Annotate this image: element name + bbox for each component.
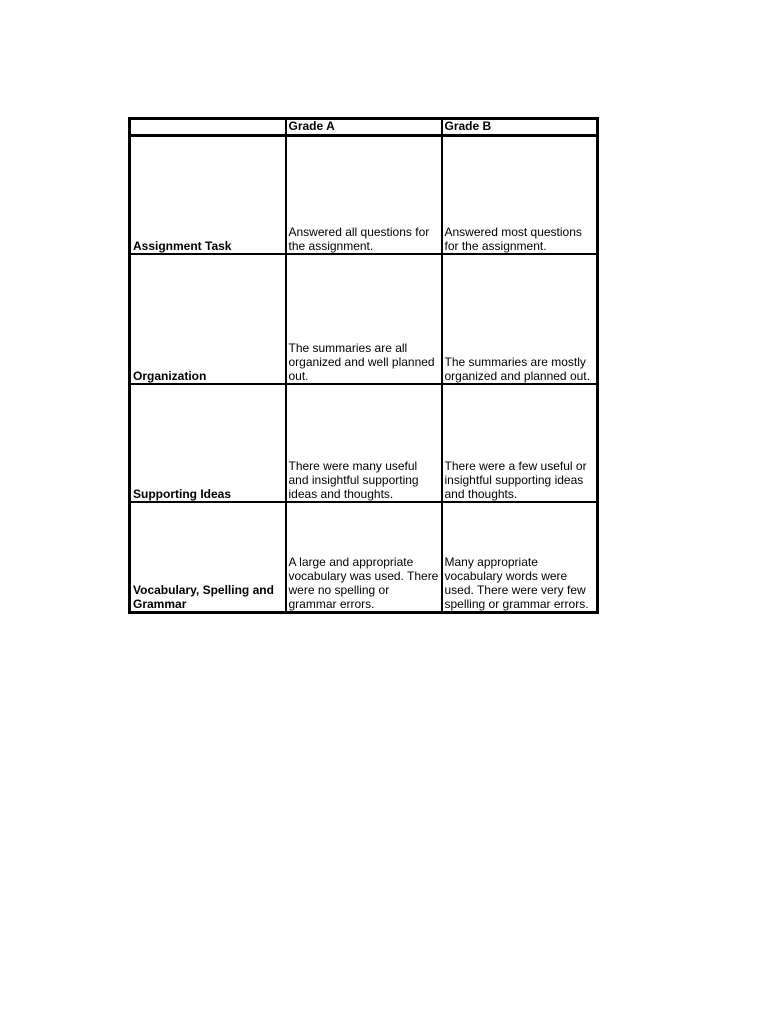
table-row (130, 502, 598, 613)
header-blank-cell (130, 119, 286, 136)
criterion-assignment-task: Assignment Task (130, 136, 286, 255)
grade-a-cell: The summaries are all organized and well planned out. (286, 254, 442, 384)
criterion-supporting-ideas: Supporting Ideas (130, 384, 286, 502)
grade-b-cell: Many appropriate vocabulary words were used. There were very few spelling or grammar errors. (442, 502, 598, 613)
grade-b-cell: Answered most questions for the assignment. (442, 136, 598, 255)
criterion-organization: Organization (130, 254, 286, 384)
grade-b-cell: There were a few useful or insightful supporting ideas and thoughts. (442, 384, 598, 502)
criterion-vocabulary-spelling-grammar: Vocabulary, Spelling and Grammar (130, 502, 286, 613)
grade-a-cell: Answered all questions for the assignment. (286, 136, 442, 255)
grade-b-cell: The summaries are mostly organized and planned out. (442, 254, 598, 384)
table-row (130, 254, 598, 384)
header-row (130, 119, 598, 136)
grade-a-cell: A large and appropriate vocabulary was used. There were no spelling or grammar errors. (286, 502, 442, 613)
rubric-table (128, 117, 599, 614)
header-grade-a: Grade A (286, 119, 442, 136)
table-row (130, 384, 598, 502)
header-grade-b: Grade B (442, 119, 598, 136)
table-row (130, 136, 598, 255)
grade-a-cell: There were many useful and insightful supporting ideas and thoughts. (286, 384, 442, 502)
